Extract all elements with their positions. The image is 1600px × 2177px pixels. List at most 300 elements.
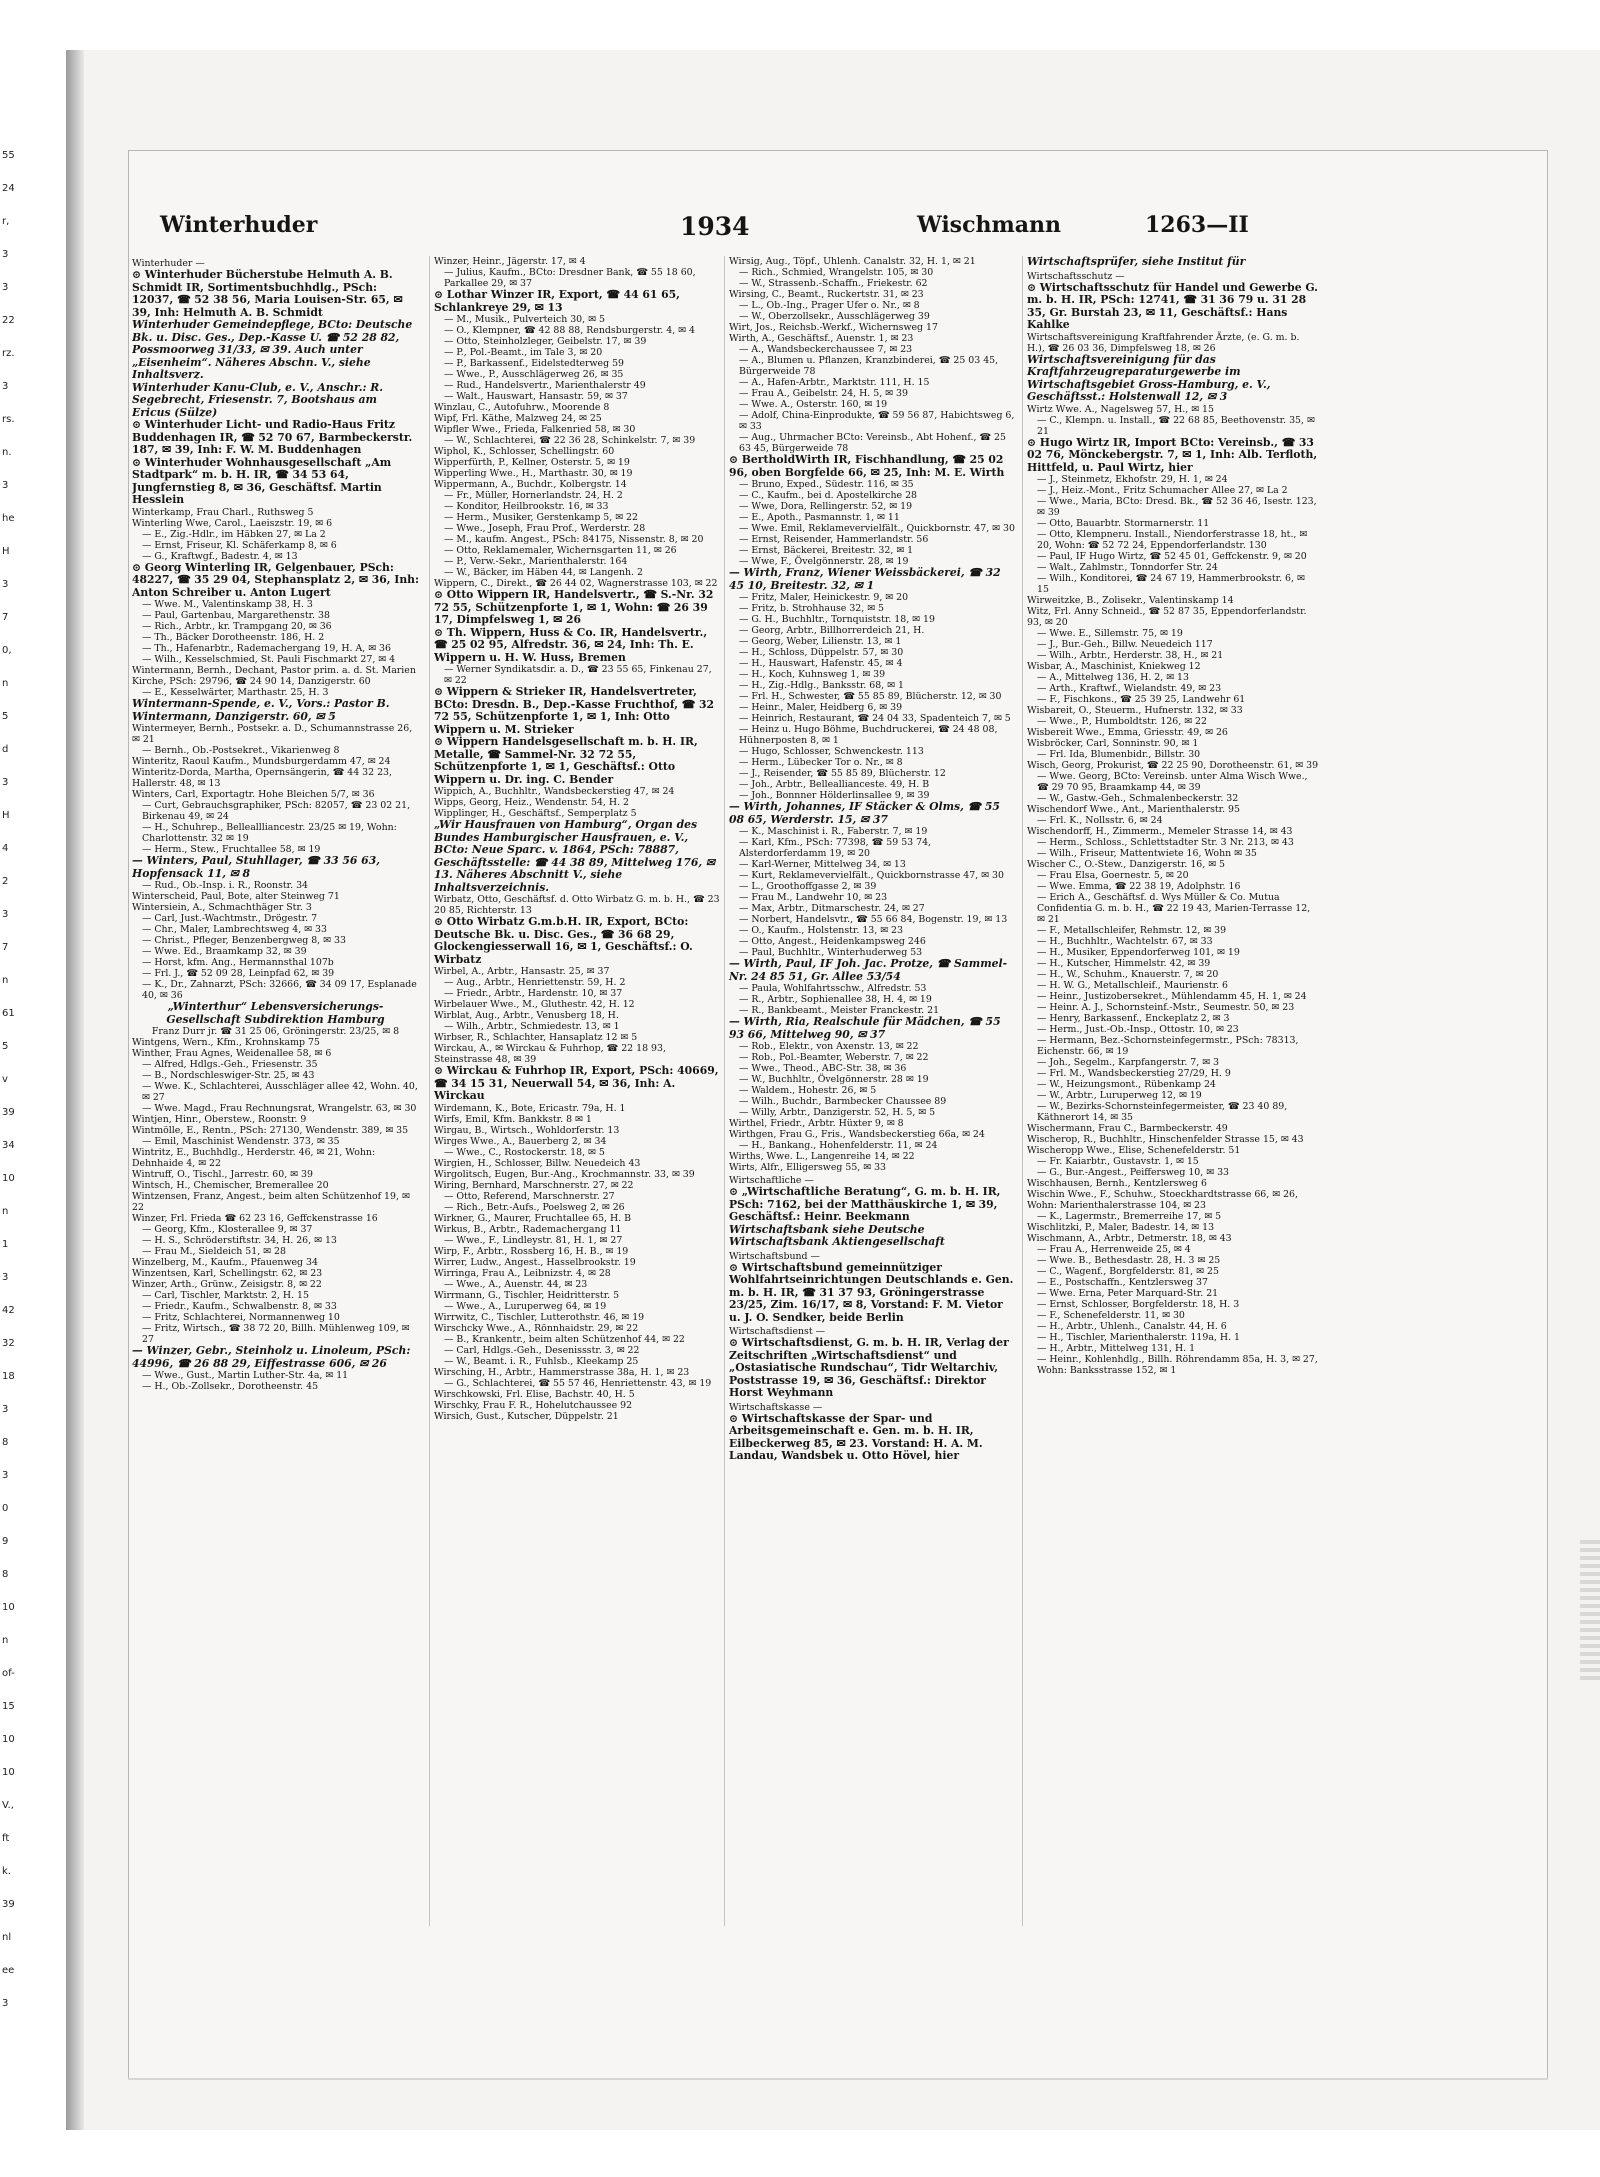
directory-entry: Wintermann-Spende, e. V., Vors.: Pastor B. Wintermann, Danzigerstr. 60, ✉ 5 [132,697,390,723]
previous-page-fragment: 5 [2,1041,9,1052]
directory-entry: — Wwe., Maria, BCto: Dresd. Bk., ☎ 52 36 46, Isestr. 123, ✉ 39 [1037,496,1317,518]
previous-page-fragment: 10 [2,1767,15,1778]
previous-page-fragment: 15 [2,1701,15,1712]
previous-page-fragment: he [2,513,15,524]
directory-entry: Wiphol, K., Schlosser, Schellingstr. 60 [434,446,615,457]
previous-page-fragment: 22 [2,315,15,326]
directory-entry: Wirtschaftskasse — [729,1401,823,1413]
directory-entry: Winzlau, C., Autofuhrw., Moorende 8 [434,402,610,413]
directory-entry: Wiring, Bernhard, Marschnerstr. 27, ✉ 22 [434,1179,634,1191]
directory-entry: — Emil, Maschinist Wendenstr. 373, ✉ 35 [142,1136,340,1147]
directory-entry: Wisbareit, O., Steuerm., Hufnerstr. 132, ✉ 33 [1027,705,1243,716]
directory-entry: — H., Tischler, Marienthalerstr. 119a, H. 1 [1037,1332,1240,1343]
directory-entry: — Th., Bäcker Dorotheenstr. 186, H. 2 [142,632,325,643]
directory-entry: Wirtschaftsprüfer, siehe Institut für [1027,256,1246,268]
directory-entry: — J., Bur.-Geh., Billw. Neuedeich 117 [1037,639,1213,650]
directory-entry: — H., Hauswart, Hafenstr. 45, ✉ 4 [739,658,903,669]
directory-entry: — O., Kaufm., Holstenstr. 13, ✉ 23 [739,925,903,936]
directory-entry: Wirringa, Frau A., Leibnizstr. 4, ✉ 28 [434,1267,611,1279]
directory-entry: — Heinr. A. J., Schornsteinf.-Mstr., Seumestr. 50, ✉ 23 [1037,1002,1295,1013]
directory-entry: — Heinr., Kohlenhdlg., Billh. Röhrendamm 85a, H. 3, ✉ 27, Wohn: Banksstrasse 152, ✉ 1 [1037,1354,1318,1376]
directory-entry: — Adolf, China-Einprodukte, ☎ 59 56 87, Habichtsweg 6, ✉ 33 [739,410,1015,432]
directory-entry: Wipfler Wwe., Frieda, Falkenried 58, ✉ 30 [434,424,636,435]
directory-entry: ⊙ Th. Wippern, Huss & Co. IR, Handelsvertr., ☎ 25 02 95, Alfredstr. 36, ✉ 24, Inh: Th. E. Wippern u. H. W. Huss, Bremen [434,625,708,664]
directory-entry: — W., Bezirks-Schornsteinfegermeister, ☎ 23 40 89, Käthnerort 14, ✉ 35 [1037,1101,1288,1123]
directory-entry: — Wilh., Friseur, Mattentwiete 16, Wohn ✉ 35 [1037,848,1257,859]
directory-entry: — Heinr., Maler, Heidberg 6, ✉ 39 [739,702,903,713]
directory-entry: — Ernst, Schlosser, Borgfelderstr. 18, H. 3 [1037,1299,1240,1310]
directory-column-2 [429,256,721,1926]
previous-page-fragment: v [2,1074,8,1085]
directory-entry: — Herm., Just.-Ob.-Insp., Ottostr. 10, ✉ 23 [1037,1024,1239,1035]
directory-entry: Wintritz, E., Buchhdlg., Herderstr. 46, ✉ 21, Wohn: Dehnhaide 4, ✉ 22 [132,1147,376,1169]
directory-entry: — Erich A., Geschäftsf. d. Wys Müller & Co. Mutua Confidentia G. m. b. H., ☎ 22 19 43, Marien-Terrasse 12, ✉ 21 [1037,892,1311,925]
previous-page-fragment: 1 [2,1239,9,1250]
directory-entry: Wirt, Jos., Reichsb.-Werkf., Wichernsweg 17 [729,322,938,333]
directory-entry: — H., Buchhltr., Wachtelstr. 67, ✉ 33 [1037,936,1213,947]
directory-entry: — Otto, Bauarbtr. Stormarnerstr. 11 [1037,518,1210,529]
page-bottom-edge [128,2078,1548,2080]
directory-entry: ⊙ BertholdWirth IR, Fischhandlung, ☎ 25 02 96, oben Borgfelde 66, ✉ 25, Inh: M. E. Wirth [729,453,1005,479]
previous-page-fragment: 9 [2,1536,9,1547]
directory-entry: — C., Kaufm., bei d. Apostelkirche 28 [739,490,918,501]
directory-entry: — H., Bankang., Hohenfelderstr. 11, ✉ 24 [739,1140,938,1151]
directory-entry: — Rich., Schmied, Wrangelstr. 105, ✉ 30 [739,267,934,278]
directory-entry: Wintermann, Bernh., Dechant, Pastor prim. a. d. St. Marien Kirche, PSch: 29796, ☎ 24 90 14, Danzigerstr. 60 [132,665,416,687]
directory-entry: — Aug., Arbtr., Henriettenstr. 59, H. 2 [444,977,626,988]
previous-page-fragment: n [2,1206,9,1217]
directory-entry: — Wirth, Ria, Realschule für Mädchen, ☎ 55 93 66, Mittelweg 90, ✉ 37 [729,1015,1001,1041]
directory-entry: — Bruno, Exped., Südestr. 116, ✉ 35 [739,479,914,490]
directory-entry: — J., Heiz.-Mont., Fritz Schumacher Allee 27, ✉ La 2 [1037,485,1288,496]
directory-entry: — Wirth, Franz, Wiener Weissbäckerei, ☎ 32 45 10, Breitestr. 32, ✉ 1 [729,566,1001,592]
directory-column-4 [1022,256,1319,1926]
directory-entry: — Wilh., Kesselschmied, St. Pauli Fischmarkt 27, ✉ 4 [142,654,396,665]
directory-entry: — C., Wagenf., Borgfelderstr. 81, ✉ 25 [1037,1266,1219,1277]
previous-page-fragment: 7 [2,942,9,953]
directory-entry: — L., Groothoffgasse 2, ✉ 39 [739,881,877,892]
previous-page-fragment: 8 [2,1437,9,1448]
directory-entry: — Heinz u. Hugo Böhme, Buchdruckerei, ☎ 24 48 08, Hühnerposten 8, ✉ 1 [739,724,998,746]
directory-entry: — A., Hafen-Arbtr., Marktstr. 111, H. 15 [739,377,930,388]
directory-entry: Wirbelauer Wwe., M., Gluthestr. 42, H. 12 [434,999,635,1010]
directory-entry: — Carl, Tischler, Marktstr. 2, H. 15 [142,1290,309,1301]
directory-entry: — Bernh., Ob.-Postsekret., Vikarienweg 8 [142,745,340,756]
header-year: 1934 [680,212,750,241]
page-edge-shadow [1580,1540,1600,1680]
directory-entry: Wirtschaftsbund — [729,1250,820,1262]
directory-entry: Wirrmann, G., Tischler, Heidritterstr. 5 [434,1289,620,1301]
directory-entry: Wirtschaftsvereinigung für das Kraftfahrzeugreparaturgewerbe im Wirtschaftsgebiet Gross-Hamburg, e. V., Geschäftsst.: Holstenwall 12, ✉ 3 [1027,352,1271,403]
directory-entry: Wirsching, H., Arbtr., Hammerstrasse 38a, H. 1, ✉ 23 [434,1366,690,1378]
directory-entry: Wirtschaftsbank siehe Deutsche Wirtschaftsbank Aktiengesellschaft [729,1222,945,1248]
directory-entry: — W., Beamt. i. R., Fuhlsb., Kleekamp 25 [444,1355,639,1367]
directory-entry: — Wwe., P., Humboldtstr. 126, ✉ 22 [1037,716,1207,727]
previous-page-fragment: 10 [2,1173,15,1184]
directory-entry: — Wwe. Emma, ☎ 22 38 19, Adolphstr. 16 [1037,881,1241,892]
directory-entry: — Winters, Paul, Stuhllager, ☎ 33 56 63, Hopfensack 11, ✉ 8 [132,854,380,880]
directory-entry: Wirsich, Gust., Kutscher, Düppelstr. 21 [434,1410,619,1422]
directory-entry: Winzer, Heinr., Jägerstr. 17, ✉ 4 [434,256,586,267]
directory-entry: — H. S., Schröderstiftstr. 34, H. 26, ✉ 13 [142,1235,337,1246]
directory-entry: — Wilh., Arbtr., Herderstr. 38, H., ✉ 21 [1037,650,1224,661]
directory-entry: Wirges Wwe., A., Bauerberg 2, ✉ 34 [434,1135,607,1147]
previous-page-fragment: 3 [2,282,9,293]
directory-entry: Wirthel, Friedr., Arbtr. Hüxter 9, ✉ 8 [729,1118,904,1129]
directory-entry: — F., Fischkons., ☎ 25 39 25, Landwehr 61 [1037,694,1246,705]
directory-entry: Wintermeyer, Bernh., Postsekr. a. D., Schumannstrasse 26, ✉ 21 [132,723,413,745]
directory-entry: — A., Mittelweg 136, H. 2, ✉ 13 [1037,672,1189,683]
previous-page-fragment: n [2,1635,9,1646]
previous-page-fragment: 3 [2,1404,9,1415]
directory-entry: — Curt, Gebrauchsgraphiker, PSch: 82057, ☎ 23 02 21, Birkenau 49, ✉ 24 [142,800,411,822]
directory-entry: — Rud., Ob.-Insp. i. R., Roonstr. 34 [142,880,309,891]
previous-page-fragment: nl [2,1932,12,1943]
previous-page-fragment: 34 [2,1140,15,1151]
directory-entry: — H., Schloss, Düppelstr. 57, ✉ 30 [739,647,904,658]
directory-entry: Wirtschaftsdienst — [729,1326,825,1337]
directory-entry: — Henry, Barkassenf., Enckeplatz 2, ✉ 3 [1037,1013,1230,1024]
directory-entry: Wirts, Alfr., Elligersweg 55, ✉ 33 [729,1162,887,1173]
directory-entry: — Horst, kfm. Ang., Hermannsthal 107b [142,957,334,968]
previous-page-fragment: 32 [2,1338,15,1349]
directory-entry: — Ernst, Bäckerei, Breitestr. 32, ✉ 1 [739,545,914,556]
previous-page-fragment: 3 [2,381,9,392]
directory-entry: — Rob., Pol.-Beamter, Weberstr. 7, ✉ 22 [739,1052,929,1063]
directory-entry: — Karl, Kfm., PSch: 77398, ☎ 59 53 74, Alsterdorferdamm 19, ✉ 20 [739,837,932,859]
previous-page-fragment: 3 [2,249,9,260]
directory-entry: — Paul, Buchhltr., Winterhuderweg 53 [739,947,923,958]
directory-entry: — Frau A., Geibelstr. 24, H. 5, ✉ 39 [739,388,908,399]
directory-entry: — Th., Hafenarbtr., Rademachergang 19, H. A, ✉ 36 [142,643,391,654]
directory-entry: — Joh., Arbtr., Belleallianceste. 49, H. B [739,779,930,790]
directory-column-3 [724,256,1016,1926]
directory-entry: — H., Schuhrep., Belleallliancestr. 23/25 ✉ 19, Wohn: Charlottenstr. 32 ✉ 19 [142,822,397,844]
directory-entry: — H., Arbtr., Mittelweg 131, H. 1 [1037,1343,1196,1354]
directory-entry: — Frl. J., ☎ 52 09 28, Leinpfad 62, ✉ 39 [142,968,335,979]
directory-entry: Wirbatz, Otto, Geschäftsf. d. Otto Wirbatz G. m. b. H., ☎ 23 20 85, Richterstr. 13 [434,894,720,916]
directory-entry: — W., Heizungsmont., Rübenkamp 24 [1037,1079,1216,1090]
directory-entry: — H., Kutscher, Himmelstr. 42, ✉ 39 [1037,958,1211,969]
previous-page-fragment: 8 [2,1569,9,1580]
previous-page-fragment: 10 [2,1602,15,1613]
directory-entry: Witz, Frl. Anny Schneid., ☎ 52 87 35, Eppendorferlandstr. 93, ✉ 20 [1027,606,1307,628]
directory-entry: — Konditor, Heilbrookstr. 16, ✉ 33 [444,501,609,512]
directory-entry: — E., Postschaffn., Kentzlersweg 37 [1037,1277,1208,1288]
previous-page-fragment: 3 [2,480,9,491]
directory-entry: Wischmann, A., Arbtr., Detmerstr. 18, ✉ 43 [1027,1233,1232,1244]
header-last-entry: Wischmann [917,212,1061,238]
directory-entry: Wirthgen, Frau G., Fris., Wandsbeckerstieg 66a, ✉ 24 [729,1129,985,1140]
previous-page-fragment: ee [2,1965,15,1976]
directory-column-1 [132,256,419,1926]
directory-entry: Wischendorf Wwe., Ant., Marienthalerstr. 95 [1027,804,1240,815]
directory-entry: — Willy, Arbtr., Danzigerstr. 52, H. 5, ✉ 5 [739,1107,936,1118]
directory-entry: — Wwe, F., Övelgönnerstr. 28, ✉ 19 [739,556,909,567]
previous-page-fragment: n. [2,447,12,458]
directory-entry: ⊙ Wippern & Strieker IR, Handelsvertreter, BCto: Dresdn. B., Dep.-Kasse Fruchthof, ☎ 32 72 55, Schützenpforte 1, ✉ 1, Inh: Otto Wippern u. M. Strieker [434,685,714,736]
previous-page-fragment: 55 [2,150,15,161]
directory-entry: ⊙ Winterhuder Licht- und Radio-Haus Fritz Buddenhagen IR, ☎ 52 70 67, Barmbeckerstr. 187, ✉ 39, Inh: F. W. M. Buddenhagen [132,418,413,456]
directory-entry: Wischlitzki, P., Maler, Badestr. 14, ✉ 13 [1027,1222,1215,1233]
directory-entry: Wirweitzke, B., Zolisekr., Valentinskamp 14 [1027,595,1234,606]
directory-entry: — Hermann, Bez.-Schornsteinfegermstr., PSch: 78313, Eichenstr. 66, ✉ 19 [1037,1035,1299,1057]
previous-page-fragment: 0, [2,645,12,656]
directory-entry: ⊙ Otto Wirbatz G.m.b.H. IR, Export, BCto: Deutsche Bk. u. Disc. Ges., ☎ 36 68 29, Glockengiesserwall 16, ✉ 1, Geschäftsf.: O. Wirbatz [434,915,693,966]
directory-entry: — Friedr., Kaufm., Schwalbenstr. 8, ✉ 33 [142,1301,337,1312]
directory-entry: — Karl-Werner, Mittelweg 34, ✉ 13 [739,859,906,870]
directory-entry: Winterhuder Kanu-Club, e. V., Anschr.: R. Segebrecht, Friesenstr. 7, Bootshaus am Ericus (Sülze) [132,380,383,419]
directory-entry: — Ernst, Reisender, Hammerlandstr. 56 [739,534,929,545]
directory-entry: — W., Arbtr., Luruperweg 12, ✉ 19 [1037,1090,1202,1101]
directory-entry: — H., Koch, Kuhnsweg 1, ✉ 39 [739,669,886,680]
directory-entry: Wirp, F., Arbtr., Rossberg 16, H. B., ✉ 19 [434,1245,629,1257]
directory-entry: Wirtschaftsschutz — [1027,270,1125,282]
previous-page-fragment: 10 [2,1734,15,1745]
directory-entry: — Herm., Schloss., Schlettstadter Str. 3 Nr. 213, ✉ 43 [1037,837,1294,848]
directory-entry: „Wir Hausfrauen von Hamburg“, Organ des Bundes Hamburgischer Hausfrauen, e. V., BCto: Neue Sparc. v. 1864, PSch: 78887, Geschäftsstelle: ☎ 44 38 89, Mittelweg 176, ✉ 13. Näheres Abschnitt V., siehe Inhaltsverzeichnis. [434,818,715,894]
directory-entry: — E., Zig.-Hdlr., im Häbken 27, ✉ La 2 [142,528,326,540]
directory-entry: — Herm., Stew., Fruchtallee 58, ✉ 19 [142,844,321,855]
previous-page-fragment: 2 [2,876,9,887]
directory-entry: ⊙ Wirtschaftsschutz für Handel und Gewerbe G. m. b. H. IR, PSch: 12741, ☎ 31 36 79 u. 31 28 35, Gr. Burstah 23, ✉ 11, Geschäftsf.: Hans Kahlke [1027,280,1318,331]
previous-page-fragment: 5 [2,711,9,722]
directory-entry: — Fritz, b. Strohhause 32, ✉ 5 [739,603,885,614]
previous-page-fragment: H [2,810,10,821]
directory-entry: — Wwe., P., Ausschlägerweg 26, ✉ 35 [444,369,624,380]
directory-entry: Winteritz-Dorda, Martha, Opernsängerin, ☎ 44 32 23, Hallerstr. 48, ✉ 13 [132,767,393,789]
directory-entry: — Wirth, Paul, IF Joh. Jac. Protze, ☎ Sammel-Nr. 24 85 51, Gr. Allee 53/54 [729,957,1008,983]
directory-entry: — P., Barkassenf., Eidelstedterweg 59 [444,358,625,369]
directory-entry: — K., Maschinist i. R., Faberstr. 7, ✉ 19 [739,826,928,837]
directory-entry: — Friedr., Arbtr., Hardenstr. 10, ✉ 37 [444,988,623,999]
directory-entry: Wirsig, Aug., Töpf., Uhlenh. Canalstr. 32, H. 1, ✉ 21 [729,256,976,267]
directory-entry: — Fritz, Schlachterei, Normannenweg 10 [142,1312,340,1323]
directory-entry: — K., Lagermstr., Bremerreihe 17, ✉ 5 [1037,1211,1222,1222]
directory-entry: Wisch, Georg, Prokurist, ☎ 22 25 90, Dorotheenstr. 61, ✉ 39 [1027,760,1319,771]
directory-entry: Wirblat, Aug., Arbtr., Venusberg 18, H. [434,1010,619,1021]
directory-entry: Wirfs, Emil, Kfm. Bankkstr. 8 ✉ 1 [434,1113,592,1125]
directory-entry: — H., Musiker, Eppendorferweg 101, ✉ 19 [1037,947,1240,958]
directory-columns [132,256,1392,1926]
directory-entry: Winterkamp, Frau Charl., Ruthsweg 5 [132,506,314,518]
directory-entry: — W., Gastw.-Geh., Schmalenbeckerstr. 32 [1037,793,1239,804]
directory-entry: — Wirth, Johannes, IF Stäcker & Olms, ☎ 55 08 65, Werderstr. 15, ✉ 37 [729,800,1000,826]
directory-entry: ⊙ Wirtschaftsbund gemeinnütziger Wohlfahrtseinrichtungen Deutschlands e. Gen. m. b. H. IR, ☎ 31 37 93, Gröningerstrasse 23/25, Zim. 16/17, ✉ 8, Vorstand: F. M. Vietor u. J. O. Sendker, beide Berlin [729,1260,1014,1324]
directory-entry: Wirsing, C., Beamt., Ruckertstr. 31, ✉ 23 [729,289,924,300]
directory-entry: — Wwe. M., Valentinskamp 38, H. 3 [142,599,313,610]
directory-entry: Wirth, A., Geschäftsf., Auenstr. 1, ✉ 23 [729,333,914,344]
directory-entry: — P., Pol.-Beamt., im Tale 3, ✉ 20 [444,347,603,358]
directory-entry: — Otto, Steinholzleger, Geibelstr. 17, ✉ 39 [444,336,647,347]
previous-page-fragment: 39 [2,1899,15,1910]
previous-page-fragment: 61 [2,1008,15,1019]
directory-entry: Wirdemann, K., Bote, Ericastr. 79a, H. 1 [434,1102,626,1114]
directory-entry: — Wwe. Magd., Frau Rechnungsrat, Wrangelstr. 63, ✉ 30 [142,1103,417,1114]
directory-entry: — Wwe. A., Osterstr. 160, ✉ 19 [739,399,888,410]
header-first-entry: Winterhuder [160,212,318,238]
directory-entry: — G., Bur.-Angest., Peiffersweg 10, ✉ 33 [1037,1167,1229,1178]
directory-entry: Wippern, C., Direkt., ☎ 26 44 02, Wagnerstrasse 103, ✉ 22 [434,578,718,589]
directory-entry: — E., Apoth., Pasmannstr. 1, ✉ 11 [739,512,900,523]
directory-entry: ⊙ „Wirtschaftliche Beratung“, G. m. b. H. IR, PSch: 7162, bei der Matthäuskirche 1, ✉ 39, Geschäftsf.: Heinr. Beekmann [729,1185,1001,1223]
directory-entry: Wischer C., O.-Stew., Danzigerstr. 16, ✉ 5 [1027,859,1226,870]
directory-entry: — Wwe., F., Lindleystr. 81, H. 1, ✉ 27 [444,1234,623,1246]
directory-entry: — Paula, Wohlfahrtsschw., Alfredstr. 53 [739,983,927,994]
directory-entry: Winzelberg, M., Kaufm., Pfauenweg 34 [132,1257,318,1268]
directory-entry: ⊙ Wirtschaftskasse der Spar- und Arbeitsgemeinschaft e. Gen. m. b. H. IR, Eilbeckerweg 85, ✉ 23. Vorstand: H. A. M. Landau, Wandsbek u. Otto Hövel, hier [729,1411,983,1462]
directory-entry: — Rich., Arbtr., kr. Trampgang 20, ✉ 36 [142,621,332,632]
running-header [160,212,1385,248]
directory-entry: — B., Krankentr., beim alten Schützenhof 44, ✉ 22 [444,1333,685,1345]
directory-entry: — Julius, Kaufm., BCto: Dresdner Bank, ☎ 55 18 60, Parkallee 29, ✉ 37 [444,267,696,289]
directory-entry: — Frau M., Landwehr 10, ✉ 23 [739,892,888,903]
directory-entry: — Paul, IF Hugo Wirtz, ☎ 52 45 01, Geffckenstr. 9, ✉ 20 [1037,551,1307,562]
directory-entry: — Fr., Müller, Hornerlandstr. 24, H. 2 [444,490,623,501]
previous-page-fragment: V., [2,1800,14,1811]
directory-entry: Winzentsen, Karl, Schellingstr. 62, ✉ 23 [132,1268,323,1279]
directory-entry: — Wwe., Theod., ABC-Str. 38, ✉ 36 [739,1063,907,1074]
directory-entry: Wipplinger, H., Geschäftsf., Semperplatz 5 [434,808,637,819]
directory-entry: — Herm., Lübecker Tor o. Nr., ✉ 8 [739,757,903,768]
directory-entry: Wintersiein, A., Schmachthäger Str. 3 [132,902,312,913]
header-page-number: 1263—II [1145,212,1249,238]
directory-entry: — A., Wandsbeckerchaussee 7, ✉ 23 [739,344,913,355]
directory-entry: — H., Arbtr., Uhlenh., Canalstr. 44, H. 6 [1037,1321,1227,1332]
directory-entry: Wisbar, A., Maschinist, Kniekweg 12 [1027,661,1201,672]
previous-page-fragment: rs. [2,414,15,425]
directory-entry: — G., Kraftwgf., Badestr. 4, ✉ 13 [142,550,298,562]
directory-entry: Wirbel, A., Arbtr., Hansastr. 25, ✉ 37 [434,966,610,977]
previous-page-fragment: 3 [2,909,9,920]
directory-entry: — E., Kesselwärter, Marthastr. 25, H. 3 [142,687,329,698]
previous-page-fragment: 39 [2,1107,15,1118]
directory-entry: — Wwe., Gust., Martin Luther-Str. 4a, ✉ 11 [142,1370,349,1381]
directory-entry: — W., Oberzollsekr., Ausschlägerweg 39 [739,311,930,322]
directory-entry: Wischeropp Wwe., Elise, Schenefelderstr. 51 [1027,1145,1241,1156]
directory-entry: — Wwe, Dora, Rellingerstr. 52, ✉ 19 [739,501,913,512]
directory-entry: — Carl, Hdlgs.-Geh., Desenissstr. 3, ✉ 22 [444,1344,640,1356]
directory-entry: — M., Musik., Pulverteich 30, ✉ 5 [444,314,605,325]
directory-entry: — Georg, Arbtr., Billhorrerdeich 21, H. [739,625,925,636]
directory-entry: — Christ., Pfleger, Benzenbergweg 8, ✉ 33 [142,935,346,946]
directory-entry: Winters, Carl, Exportagtr. Hohe Bleichen 5/7, ✉ 36 [132,789,375,800]
directory-entry: — Wwe. K., Schlachterei, Ausschläger allee 42, Wohn. 40, ✉ 27 [142,1081,418,1103]
directory-entry: Wipps, Georg, Heiz., Wendenstr. 54, H. 2 [434,797,629,808]
previous-page-fragment: n [2,678,9,689]
directory-entry: — Wilh., Konditorei, ☎ 24 67 19, Hammerbrookstr. 6, ✉ 15 [1037,573,1305,595]
directory-entry: — C., Klempn. u. Install., ☎ 22 68 85, Beethovenstr. 35, ✉ 21 [1037,414,1315,437]
directory-entry: — Frau M., Sieldeich 51, ✉ 28 [142,1246,286,1257]
directory-entry: — H., W., Schuhm., Knauerstr. 7, ✉ 20 [1037,969,1219,980]
directory-entry: — Walt., Zahlmstr., Tonndorfer Str. 24 [1037,562,1218,573]
directory-entry: Wirkner, G., Maurer, Fruchtallee 65, H. B [434,1212,632,1224]
previous-page-fragment: 4 [2,843,9,854]
directory-entry: — L., Ob.-Ing., Prager Ufer o. Nr., ✉ 8 [739,300,920,311]
directory-entry: Wischendorff, H., Zimmerm., Memeler Strasse 14, ✉ 43 [1027,826,1293,837]
directory-entry: Wintsch, H., Chemischer, Bremerallee 20 [132,1180,329,1191]
directory-entry: — Otto, Referend, Marschnerstr. 27 [444,1190,615,1202]
previous-page-fragment: 7 [2,612,9,623]
directory-entry: Wirschcky Wwe., A., Rönnhaidstr. 29, ✉ 22 [434,1322,639,1334]
directory-entry: Winzer, Arth., Grünw., Zeisigstr. 8, ✉ 22 [132,1279,322,1290]
directory-entry: — Wwe. Emil, Reklamevervielfält., Quickbornstr. 47, ✉ 30 [739,523,1015,534]
directory-entry: — Joh., Segelm., Karpfangerstr. 7, ✉ 3 [1037,1057,1220,1068]
previous-page-fragment: 3 [2,1272,9,1283]
directory-entry: — F., Schenefelderstr. 11, ✉ 30 [1037,1310,1185,1321]
directory-entry: ⊙ Wippern Handelsgesellschaft m. b. H. IR, Metalle, ☎ Sammel-Nr. 32 72 55, Schützenpforte 1, ✉ 1, Geschäftsf.: Otto Wippern u. Dr. ing. C. Bender [434,735,698,786]
directory-entry: — F., Metallschleifer, Rehmstr. 12, ✉ 39 [1037,925,1227,936]
directory-entry: — Alfred, Hdlgs.-Geh., Friesenstr. 35 [142,1059,318,1070]
directory-entry: — W., Buchhltr., Övelgönnerstr. 28 ✉ 19 [739,1074,929,1085]
directory-entry: Wirschky, Frau F. R., Hohelutchaussee 92 [434,1399,633,1411]
directory-entry: — H. W. G., Metallschleif., Maurienstr. 6 [1037,980,1229,991]
directory-entry: — Fr. Kaiarbtr., Gustavstr. 1, ✉ 15 [1037,1156,1199,1167]
directory-entry: — Waldem., Hohestr. 26, ✉ 5 [739,1085,877,1096]
previous-page-fragment: r, [2,216,10,227]
directory-entry: — W., Strassenb.-Schaffn., Friekestr. 62 [739,278,928,289]
directory-entry: Wirths, Wwe. L., Langenreihe 14, ✉ 22 [729,1151,915,1162]
previous-page-fragment: 0 [2,1503,9,1514]
directory-entry: — Winzer, Gebr., Steinholz u. Linoleum, PSch: 44996, ☎ 26 88 29, Eiffestrasse 606, ✉ 26 [132,1344,411,1370]
directory-entry: Wirtschaftsvereinigung Kraftfahrender Ärzte, (e. G. m. b. H.), ☎ 26 03 36, Dimpfelsweg 18, ✉ 26 [1027,331,1300,354]
directory-entry: — Rich., Betr.-Aufs., Poelsweg 2, ✉ 26 [444,1201,625,1213]
previous-page-fragment: 42 [2,1305,15,1316]
directory-entry: Wischin Wwe., F., Schuhw., Stoeckhardtstrasse 66, ✉ 26, Wohn: Marienthalerstrasse 104, ✉ 23 [1027,1189,1298,1211]
directory-entry: — Otto, Klempneru. Install., Niendorferstrasse 18, ht., ✉ 20, Wohn: ☎ 52 72 24, Eppendorferlandstr. 130 [1037,529,1308,551]
directory-entry: Wipperfürth, P., Kellner, Osterstr. 5, ✉ 19 [434,457,630,468]
directory-entry: — Georg, Kfm., Klosterallee 9, ✉ 37 [142,1224,313,1235]
directory-entry: Wirbser, R., Schlachter, Hansaplatz 12 ✉ 5 [434,1032,638,1043]
directory-entry: — G., Schlachterei, ☎ 55 57 46, Henriettenstr. 43, ✉ 19 [444,1377,712,1389]
directory-entry: — Arth., Kraftwf., Wielandstr. 49, ✉ 23 [1037,683,1222,694]
directory-entry: ⊙ Winterhuder Bücherstube Helmuth A. B. Schmidt IR, Sortimentsbuchhdlg., PSch: 12037, ☎ 52 38 56, Maria Louisen-Str. 65, ✉ 39, Inh: Helmuth A. B. Schmidt [132,268,403,319]
directory-entry: Wirgolitsch, Eugen, Bur.-Ang., Krochmannstr. 33, ✉ 39 [434,1168,695,1180]
directory-entry: — M., kaufm. Angest., PSch: 84175, Nissenstr. 8, ✉ 20 [444,534,704,545]
directory-entry: Wirkus, B., Arbtr., Rademachergang 11 [434,1223,622,1235]
directory-entry: — Heinrich, Restaurant, ☎ 24 04 33, Spadenteich 7, ✉ 5 [739,713,1011,724]
directory-entry: — Rob., Elektr., von Axenstr. 13, ✉ 22 [739,1041,919,1052]
previous-page-fragment: k. [2,1866,11,1877]
previous-page-fragment: 18 [2,1371,15,1382]
directory-entry: — Fritz, Maler, Heinickestr. 9, ✉ 20 [739,592,909,603]
directory-entry: — Wwe., Joseph, Frau Prof., Werderstr. 28 [444,523,646,534]
directory-entry: — W., Bäcker, im Häben 44, ✉ Langenh. 2 [444,567,643,578]
directory-entry: — Wwe., A., Luruperweg 64, ✉ 19 [444,1300,607,1312]
directory-entry: Wirgien, H., Schlosser, Billw. Neuedeich 43 [434,1157,641,1169]
directory-entry: — A., Blumen u. Pflanzen, Kranzbinderei, ☎ 25 03 45, Bürgerweide 78 [739,355,999,377]
directory-entry: ⊙ Wirtschaftsdienst, G. m. b. H. IR, Verlag der Zeitschriften „Wirtschaftsdienst“ und „Ostasiatische Rundschau“, Tidr Weltarchiv, Poststrasse 19, ✉ 36, Geschäftsf.: Direktor Horst Weyhmann [729,1336,1009,1399]
directory-entry: — Kurt, Reklamevervielfält., Quickbornstrasse 47, ✉ 30 [739,870,1004,881]
directory-entry: Winther, Frau Agnes, Weidenallee 58, ✉ 6 [132,1048,332,1059]
directory-entry: — Georg, Weber, Lilienstr. 13, ✉ 1 [739,636,902,647]
directory-entry: — Norbert, Handelsvtr., ☎ 55 66 84, Bogenstr. 19, ✉ 13 [739,914,1008,925]
directory-entry: Wirtschaftliche — [729,1175,814,1186]
directory-entry: — Heinr., Justizobersekret., Mühlendamm 45, H. 1, ✉ 24 [1037,991,1307,1002]
directory-entry: — Joh., Bonnner Hölderlinsallee 9, ✉ 39 [739,790,930,801]
previous-page-fragment: n [2,975,9,986]
directory-entry: Wintruff, O., Tischl., Jarrestr. 60, ✉ 39 [132,1169,313,1180]
directory-entry: Wippich, A., Buchhltr., Wandsbeckerstieg 47, ✉ 24 [434,786,675,797]
directory-entry: Winterscheid, Paul, Bote, alter Steinweg 71 [132,891,340,902]
previous-page-fragment: H [2,546,10,557]
directory-entry: — Otto, Reklamemaler, Wichernsgarten 11, ✉ 26 [444,545,677,556]
directory-entry: ⊙ Wirckau & Fuhrhop IR, Export, PSch: 40669, ☎ 34 15 31, Neuerwall 54, ✉ 36, Inh: A. Wirckau [434,1064,719,1102]
directory-entry: Wipf, Frl. Käthe, Malzweg 24, ✉ 25 [434,413,602,424]
previous-page-fragment: of- [2,1668,15,1679]
directory-entry: ⊙ Winterhuder Wohnhausgesellschaft „Am Stadtpark“ m. b. H. IR, ☎ 34 53 64, Jungfernstieg 8, ✉ 36, Geschäftsf. Martin Hesslein [132,455,392,506]
directory-entry: Wippermann, A., Buchdr., Kolbergstr. 14 [434,479,627,490]
